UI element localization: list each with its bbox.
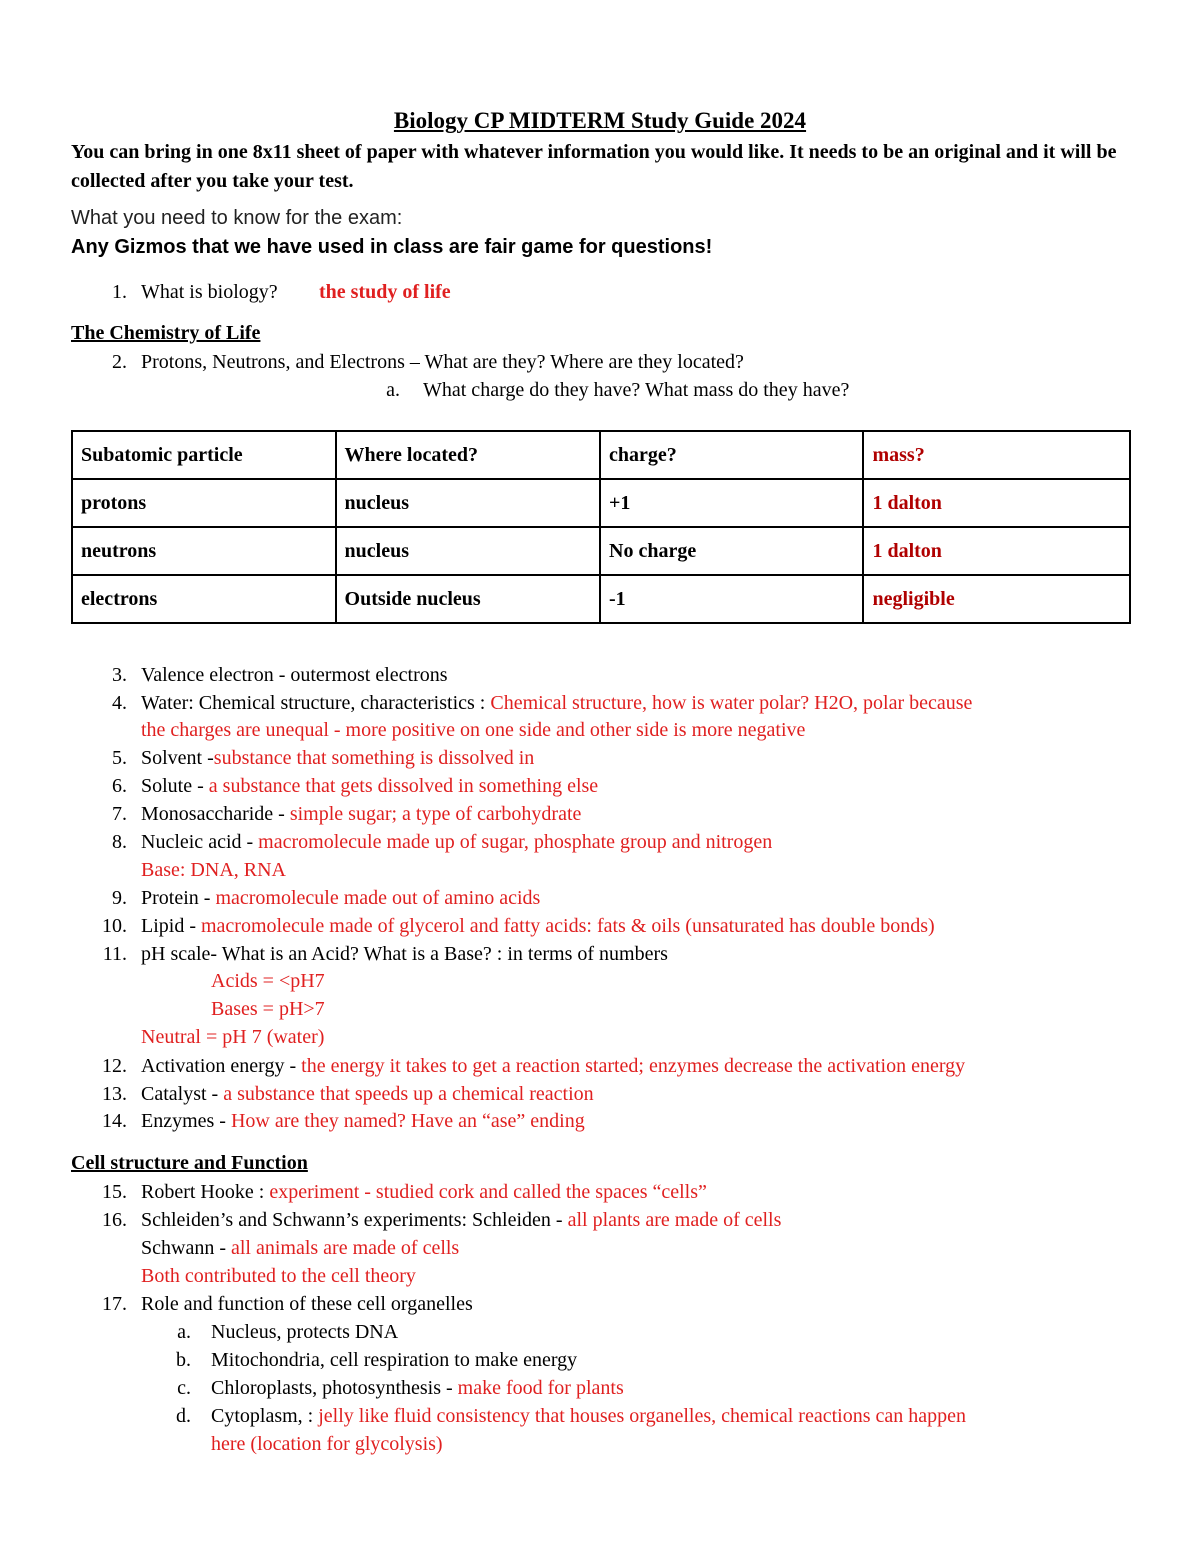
answer-text: Chemical structure, how is water polar? H2O, polar because <box>490 692 973 714</box>
question-number: a. <box>386 379 400 401</box>
table-cell: electrons <box>72 575 336 623</box>
gizmo-note: Any Gizmos that we have used in class are fair game for questions! <box>71 236 713 258</box>
answer-text: all animals are made of cells <box>230 1237 460 1259</box>
answer-text: macromolecule made out of amino acids <box>215 887 541 909</box>
answer-text: macromolecule made of glycerol and fatty acids: fats & oils (unsaturated has double bonds) <box>201 915 935 937</box>
table-header-row <box>72 431 1130 479</box>
answer-text: How are they named? Have an “ase” ending <box>230 1110 585 1132</box>
question-text: Mitochondria, cell respiration to make energy <box>211 1349 578 1371</box>
question-text: Catalyst - <box>141 1083 224 1105</box>
answer-text: make food for plants <box>457 1377 624 1399</box>
table-row <box>72 575 1130 623</box>
table-row <box>72 527 1130 575</box>
question-text: Valence electron - outermost electrons <box>141 664 448 686</box>
answer-text: the energy it takes to get a reaction started; enzymes decrease the activation energy <box>301 1055 966 1077</box>
question-number: 10. <box>102 915 127 937</box>
question-number: c. <box>177 1377 191 1399</box>
section-heading-cell: Cell structure and Function <box>71 1152 308 1174</box>
question-text: What charge do they have? What mass do they have? <box>423 379 850 401</box>
table-cell: neutrons <box>72 527 336 575</box>
question-text: Protons, Neutrons, and Electrons – What are they? Where are they located? <box>141 351 744 373</box>
question-text: Nucleus, protects DNA <box>211 1321 399 1343</box>
answer-text: macromolecule made up of sugar, phosphate group and nitrogen <box>258 831 773 853</box>
table-cell: No charge <box>600 527 863 575</box>
answer-acids: Acids = <pH7 <box>211 970 325 992</box>
question-text: Solute - <box>141 775 209 797</box>
answer-text: experiment - studied cork and called the spaces “cells” <box>269 1181 707 1203</box>
question-text: Water: Chemical structure, characteristics : <box>141 692 491 714</box>
answer-continuation: the charges are unequal - more positive on one side and other side is more negative <box>141 719 806 741</box>
question-number: 9. <box>112 887 127 909</box>
section-heading-chemistry: The Chemistry of Life <box>71 322 261 344</box>
question-number: 4. <box>112 692 127 714</box>
table-cell: nucleus <box>336 527 600 575</box>
question-number: d. <box>176 1405 191 1427</box>
table-cell: -1 <box>600 575 863 623</box>
answer-text: jelly like fluid consistency that houses organelles, chemical reactions can happen <box>318 1405 966 1427</box>
answer-text: all plants are made of cells <box>567 1209 782 1231</box>
question-text: What is biology? <box>141 281 278 303</box>
question-text: Nucleic acid - <box>141 831 259 853</box>
answer-continuation: Base: DNA, RNA <box>141 859 286 881</box>
table-cell: negligible <box>863 575 1130 623</box>
question-number: 3. <box>112 664 127 686</box>
question-number: 2. <box>112 351 127 373</box>
question-text: Lipid - <box>141 915 201 937</box>
answer-text: simple sugar; a type of carbohydrate <box>289 803 582 825</box>
question-number: 8. <box>112 831 127 853</box>
table-header-cell: Subatomic particle <box>72 431 336 479</box>
question-number: 11. <box>102 943 127 965</box>
question-text: Cytoplasm, : <box>211 1405 319 1427</box>
answer-continuation: here (location for glycolysis) <box>211 1433 443 1455</box>
question-text: Role and function of these cell organelles <box>141 1293 473 1315</box>
table-header-cell: mass? <box>863 431 1130 479</box>
answer-text: a substance that speeds up a chemical reaction <box>223 1083 594 1105</box>
table-header-cell: charge? <box>600 431 863 479</box>
answer-text: the study of life <box>319 281 451 303</box>
question-text: Solvent - <box>141 747 214 769</box>
table-row <box>72 479 1130 527</box>
table-cell: protons <box>72 479 336 527</box>
table-header-cell: Where located? <box>336 431 600 479</box>
question-number: 13. <box>102 1083 127 1105</box>
question-text: Schwann - <box>141 1237 231 1259</box>
question-number: 7. <box>112 803 127 825</box>
answer-text: substance that something is dissolved in <box>213 747 535 769</box>
answer-bases: Bases = pH>7 <box>211 998 325 1020</box>
table-cell: 1 dalton <box>863 527 1130 575</box>
question-number: 16. <box>102 1209 127 1231</box>
question-number: 15. <box>102 1181 127 1203</box>
subatomic-particle-table <box>71 430 1131 624</box>
question-text: Protein - <box>141 887 216 909</box>
question-number: 5. <box>112 747 127 769</box>
exam-requirements-label: What you need to know for the exam: <box>71 207 403 229</box>
answer-continuation: Both contributed to the cell theory <box>141 1265 416 1287</box>
question-text: Monosaccharide - <box>141 803 290 825</box>
page-title: Biology CP MIDTERM Study Guide 2024 <box>393 108 807 133</box>
answer-neutral: Neutral = pH 7 (water) <box>141 1026 325 1048</box>
table-cell: +1 <box>600 479 863 527</box>
question-number: 1. <box>112 281 127 303</box>
table-cell: Outside nucleus <box>336 575 600 623</box>
question-number: b. <box>176 1349 191 1371</box>
table-cell: 1 dalton <box>863 479 1130 527</box>
question-text: Schleiden’s and Schwann’s experiments: Schleiden - <box>141 1209 568 1231</box>
answer-text: a substance that gets dissolved in something else <box>208 775 599 797</box>
question-number: 14. <box>102 1110 127 1132</box>
question-number: 12. <box>102 1055 127 1077</box>
question-text: Enzymes - <box>141 1110 231 1132</box>
question-number: a. <box>177 1321 191 1343</box>
answer-continuation <box>141 1235 459 1262</box>
question-text: Robert Hooke : <box>141 1181 270 1203</box>
question-text: Activation energy - <box>141 1055 302 1077</box>
intro-text: You can bring in one 8x11 sheet of paper with whatever information you would like. It needs to be an original and it will be collected after you take your test. <box>71 141 1117 192</box>
question-number: 17. <box>102 1293 127 1315</box>
table-cell: nucleus <box>336 479 600 527</box>
question-text: pH scale- What is an Acid? What is a Base? : in terms of numbers <box>141 943 668 965</box>
question-number: 6. <box>112 775 127 797</box>
question-text: Chloroplasts, photosynthesis - <box>211 1377 458 1399</box>
